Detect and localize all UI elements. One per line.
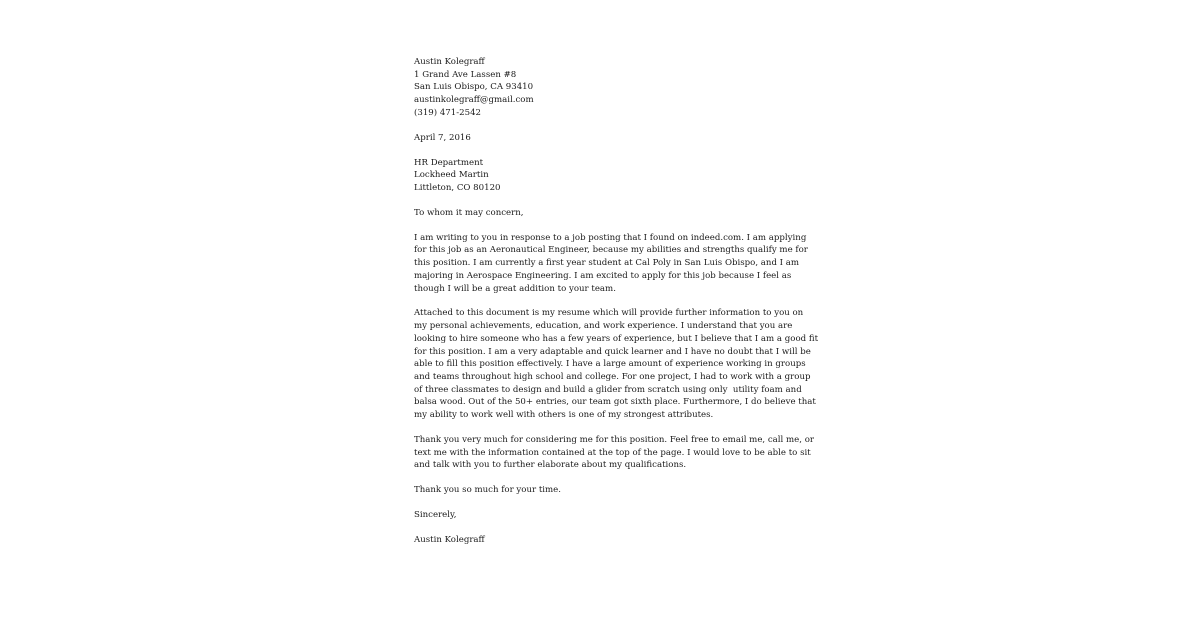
salutation: To whom it may concern, [414, 207, 524, 218]
paragraph-line: and teams throughout high school and college. For one project, I had to work with a group [414, 372, 811, 382]
paragraph-line: text me with the information contained at the top of the page. I would love to be able to sit [414, 447, 811, 458]
paragraph-line: my personal achievements, education, and work experience. I understand that you are [414, 321, 793, 332]
paragraph-line: Thank you so much for your time. [414, 485, 562, 496]
signature-name: Austin Kolegraff [414, 535, 485, 546]
sender-email: austinkolegraff@gmail.com [414, 95, 534, 106]
sender-address-block [414, 56, 794, 120]
closing: Sincerely, [414, 510, 457, 521]
date-block [414, 132, 794, 145]
paragraph-line: for this job as an Aeronautical Engineer, because my abilities and strengths qualify me for [414, 245, 808, 256]
signature-block [414, 534, 794, 547]
sender-address-line-2: San Luis Obispo, CA 93410 [414, 82, 534, 93]
paragraph-line: majoring in Aerospace Engineering. I am excited to apply for this job because I feel as [414, 270, 792, 281]
recipient-city: Littleton, CO 80120 [414, 183, 501, 193]
paragraph-line: able to fill this position effectively. I have a large amount of experience working in groups [414, 359, 806, 370]
paragraph-line: of three classmates to design and build a glider from scratch using only utility foam and [414, 384, 802, 395]
paragraph-line: Thank you very much for considering me for this position. Feel free to email me, call me, or [414, 435, 815, 445]
paragraph-line: looking to hire someone who has a few years of experience, but I believe that I am a good fit [414, 333, 819, 344]
paragraph-line: I am writing to you in response to a job posting that I found on indeed.com. I am applying [414, 232, 807, 243]
salutation-block [414, 207, 794, 220]
sender-address-line-1: 1 Grand Ave Lassen #8 [414, 69, 517, 80]
paragraph-line: though I will be a great addition to your team. [414, 283, 616, 294]
body-paragraph-4 [414, 484, 794, 497]
recipient-address-block [414, 157, 794, 195]
paragraph-line: balsa wood. Out of the 50+ entries, our team got sixth place. Furthermore, I do believe that [414, 397, 816, 408]
body-paragraph-2 [414, 307, 819, 421]
body-paragraph-1 [414, 232, 808, 296]
paragraph-line: Attached to this document is my resume which will provide further information to you on [414, 308, 804, 319]
recipient-department: HR Department [414, 157, 484, 168]
closing-block [414, 509, 794, 522]
body-paragraph-3 [414, 434, 815, 472]
paragraph-line: this position. I am currently a first year student at Cal Poly in San Luis Obispo, and I am [414, 258, 800, 269]
paragraph-line: and talk with you to further elaborate about my qualifications. [414, 460, 687, 471]
letter-date: April 7, 2016 [414, 132, 471, 143]
paragraph-line: for this position. I am a very adaptable and quick learner and I have no doubt that I will be [414, 346, 811, 357]
cover-letter [414, 56, 819, 559]
sender-phone: (319) 471-2542 [414, 107, 482, 118]
recipient-company: Lockheed Martin [414, 170, 489, 181]
sender-name: Austin Kolegraff [414, 57, 485, 67]
paragraph-line: my ability to work well with others is one of my strongest attributes. [414, 410, 714, 421]
